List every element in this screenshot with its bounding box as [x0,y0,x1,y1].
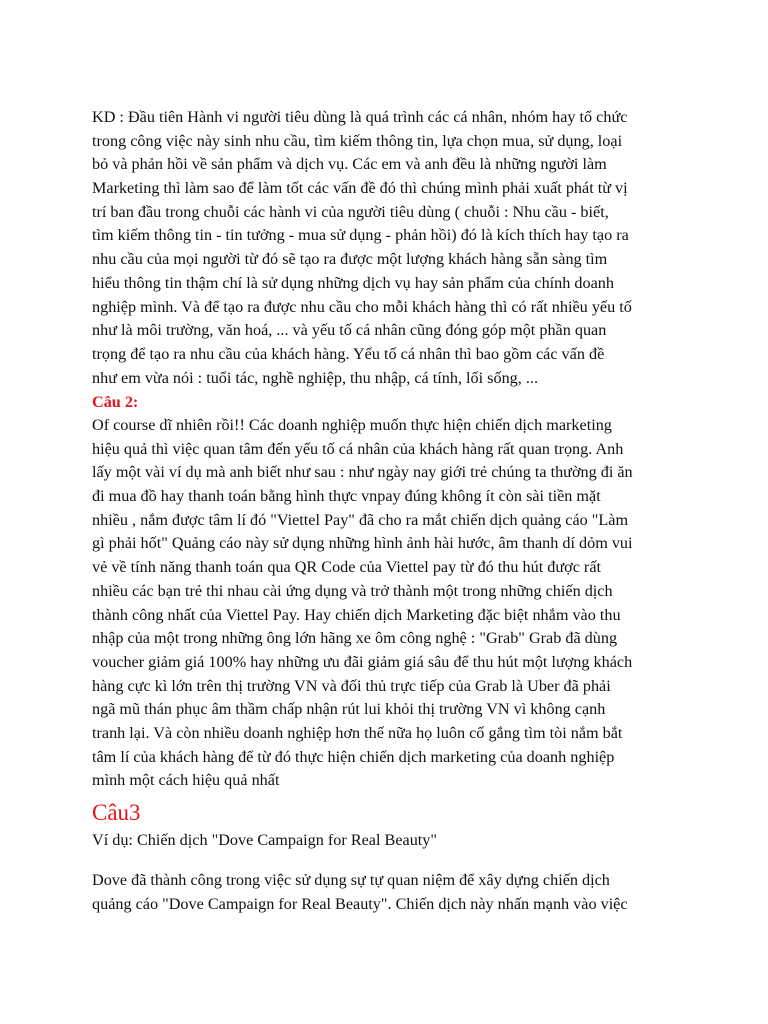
section1-paragraph [92,106,692,390]
text-line: trí ban đầu trong chuỗi các hành vi của người tiêu dùng ( chuỗi : Nhu cầu - biết, [92,202,609,221]
text-line: trọng để tạo ra nhu cầu của khách hàng. Yếu tố cá nhân thì bao gồm các vấn đề [92,344,605,363]
section3-paragraph [92,869,692,916]
text-line: hiệu quả thì việc quan tâm đến yếu tố cá nhân của khách hàng rất quan trọng. Anh [92,439,624,458]
example-line: Ví dụ: Chiến dịch "Dove Campaign for Real Beauty" [92,831,437,849]
text-line: mình một cách hiệu quả nhất [92,771,280,790]
text-line: nghiệp mình. Và để tạo ra được nhu cầu cho mỗi khách hàng thì có rất nhiều yếu tố [92,297,632,316]
text-line: voucher giảm giá 100% hay những ưu đãi giảm giá sâu để thu hút một lượng khách [92,652,633,671]
text-line: tâm lí của khách hàng để từ đó thực hiện chiến dịch marketing của doanh nghiệp [92,747,615,766]
text-line: bỏ và phản hồi về sản phẩm và dịch vụ. Các em và anh đều là những người làm [92,155,607,174]
text-line: nhiều , nắm được tâm lí đó "Viettel Pay" đã cho ra mắt chiến dịch quảng cáo "Làm [92,510,629,529]
text-line: quảng cáo "Dove Campaign for Real Beauty". Chiến dịch này nhấn mạnh vào việc [92,894,628,913]
text-line: nhu cầu của mọi người từ đó sẽ tạo ra được một lượng khách hàng sẵn sàng tìm [92,250,608,269]
text-line: tranh lại. Và còn nhiều doanh nghiệp hơn thế nữa họ luôn cố gắng tìm tòi nắm bắt [92,723,623,742]
text-line: tìm kiếm thông tin - tin tưởng - mua sử dụng - phản hồi) đó là kích thích hay tạo ra [92,226,629,245]
text-line: ngã mũ thán phục âm thầm chấp nhận rút lui khỏi thị trường VN vì không cạnh [92,700,606,719]
text-line: hiểu thông tin thậm chí là sử dụng những dịch vụ hay sản phẩm của chính doanh [92,273,614,292]
text-line: Marketing thì làm sao để làm tốt các vấn đề đó thì chúng mình phải xuất phát từ vị [92,179,628,198]
text-line: trong công việc này sinh nhu cầu, tìm kiếm thông tin, lựa chọn mua, sử dụng, loại [92,131,623,150]
text-line: lấy một vài ví dụ mà anh biết như sau : như ngày nay giới trẻ chúng ta thường đi ăn [92,463,633,482]
text-line: thành công nhất của Viettel Pay. Hay chiến dịch Marketing đặc biệt nhắm vào thu [92,605,621,624]
section2-paragraph [92,414,692,793]
text-line: như em vừa nói : tuổi tác, nghề nghiệp, thu nhập, cá tính, lối sống, ... [92,368,538,387]
text-line: hàng cực kì lớn trên thị trường VN và đối thủ trực tiếp của Grab là Uber đã phải [92,676,611,695]
text-line: gì phải hốt" Quảng cáo này sử dụng những hình ảnh hài hước, âm thanh dí dỏm vui [92,534,633,553]
section3-example [92,829,692,853]
section3-heading: Câu3 [92,800,141,825]
text-line: vẻ về tính năng thanh toán qua QR Code của Viettel pay từ đó thu hút được rất [92,558,601,577]
text-line: nhiều các bạn trẻ thi nhau cài ứng dụng và trở thành một trong những chiến dịch [92,581,613,600]
text-line: KD : Đầu tiên Hành vi người tiêu dùng là quá trình các cá nhân, nhóm hay tổ chức [92,108,628,126]
text-line: đi mua đồ hay thanh toán bằng hình thực vnpay đúng không ít còn sài tiền mặt [92,487,601,506]
text-line: như là môi trường, văn hoá, ... và yếu tố cá nhân cũng đóng góp một phần quan [92,321,607,340]
section2-heading: Câu 2: [92,393,139,411]
text-line: nhập của một trong những ông lớn hãng xe ôm công nghệ : "Grab" Grab đã dùng [92,629,618,648]
text-line: Of course dĩ nhiên rồi!! Các doanh nghiệp muốn thực hiện chiến dịch marketing [92,416,612,434]
text-line: Dove đã thành công trong việc sử dụng sự tự quan niệm để xây dựng chiến dịch [92,871,610,889]
